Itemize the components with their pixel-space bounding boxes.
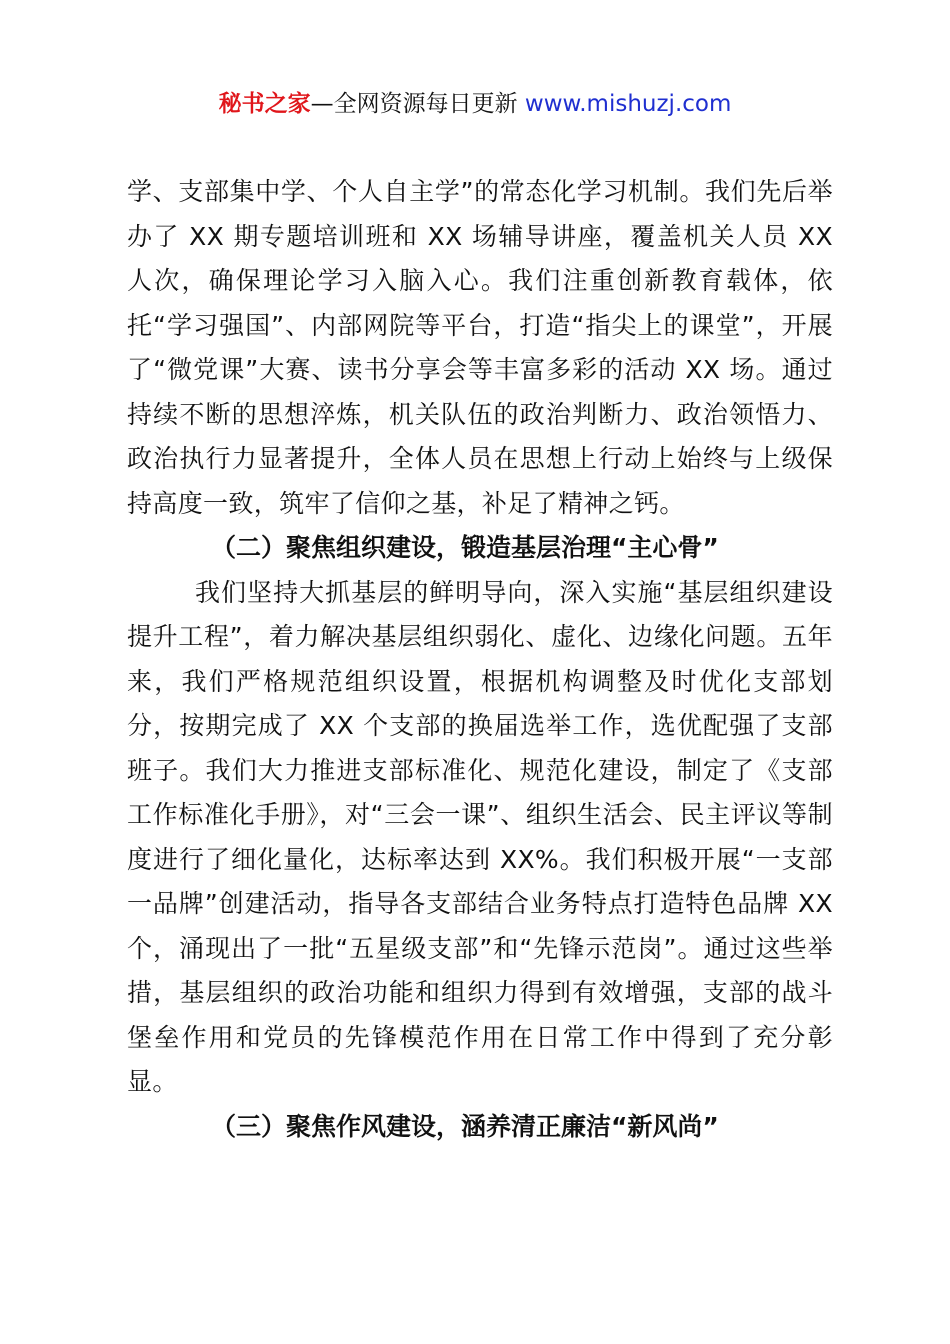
section-heading-3: （三）聚焦作风建设，涵养清正廉洁“新风尚”: [211, 1111, 719, 1141]
section-heading-2: （二）聚焦组织建设，锻造基层治理“主心骨”: [211, 533, 719, 562]
page-header: [0, 88, 950, 120]
header-url[interactable]: www.mishuzj.com: [524, 91, 732, 117]
paragraph-continued: 学、支部集中学、个人自主学”的常态化学习机制。我们先后举办了 XX 期专题培训班和 XX 场辅导讲座，覆盖机关人员 XX 人次，确保理论学习入脑入心。我们注重创新教育载体，依托“学习强国”、内部网院等平台，打造“指尖上的课堂”，开展了“微党课”大赛、读书分享会等丰富多彩的活动 XX 场。通过持续不断的思想淬炼，机关队伍的政治判断力、政治领悟力、政治执行力显著提升，全体人员在思想上行动上始终与上级保持高度一致，筑牢了信仰之基，补足了精神之钙。: [127, 177, 833, 518]
header-brand: 秘书之家: [218, 91, 311, 117]
paragraph-organization: 我们坚持大抓基层的鲜明导向，深入实施“基层组织建设提升工程”，着力解决基层组织弱化、虚化、边缘化问题。五年来，我们严格规范组织设置，根据机构调整及时优化支部划分，按期完成了 XX 个支部的换届选举工作，选优配强了支部班子。我们大力推进支部标准化、规范化建设，制定了《支部工作标准化手册》，对“三会一课”、组织生活会、民主评议等制度进行了细化量化，达标率达到 XX%。我们积极开展“一支部一品牌”创建活动，指导各支部结合业务特点打造特色品牌 XX 个，涌现出了一批“五星级支部”和“先锋示范岗”。通过这些举措，基层组织的政治功能和组织力得到有效增强，支部的战斗堡垒作用和党员的先锋模范作用在日常工作中得到了充分彰显。: [127, 577, 833, 1096]
header-tagline: —全网资源每日更新: [310, 91, 525, 117]
document-body: [127, 170, 833, 1149]
